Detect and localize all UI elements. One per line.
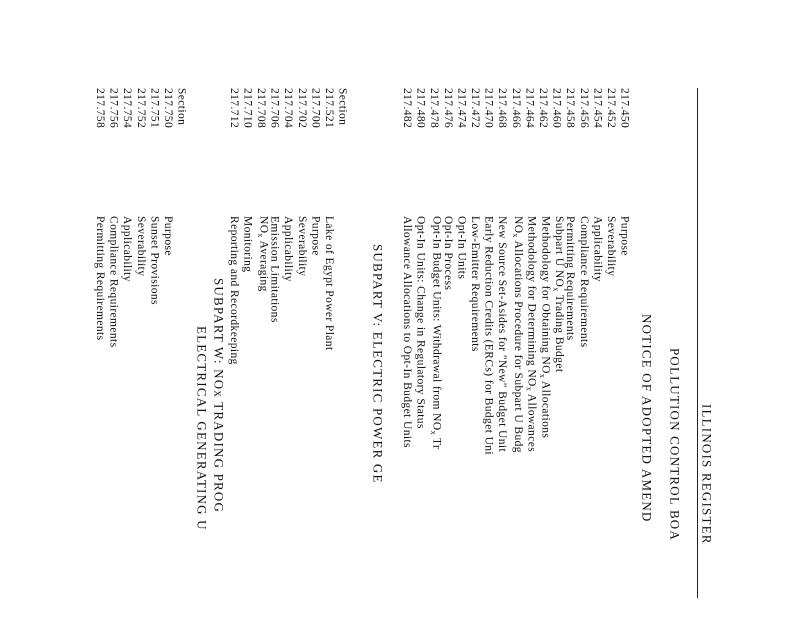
subpart-v-section-number: 217.706 — [268, 88, 281, 129]
subpart-u-section-number: 217.450 — [618, 88, 631, 129]
subpart-u-section-number: 217.470 — [482, 88, 495, 129]
subpart-u-section-title: New Source Set-Asides for "New" Budget Unit — [496, 216, 509, 453]
subpart-w-section-number: 217.754 — [121, 88, 134, 129]
subpart-v-section-title: Monitoring — [241, 216, 254, 273]
subpart-u-section-title: Allowance Allocations to Opt-In Budget Units — [400, 216, 413, 448]
subpart-w-section-number: 217.758 — [93, 88, 106, 129]
subpart-u-section-number: 217.452 — [604, 88, 617, 129]
subpart-u-section-title: Early Reduction Credits (ERCs) for Budget Uni — [482, 216, 495, 456]
subpart-v-section-number: 217.702 — [295, 88, 308, 129]
subpart-w-section-number: 217.750 — [161, 88, 174, 129]
subpart-u-section-title: Opt-In Budget Units: Withdrawal from $NO_x$ Tr — [429, 216, 443, 450]
subpart-u-section-number: 217.478 — [428, 88, 441, 129]
subpart-v-section-title: Emission Limitations — [268, 216, 281, 323]
subpart-u-section-title: Opt-In Units: Change in Regulatory Status — [414, 216, 427, 429]
subpart-w-section-title: Permitting Requirements — [93, 216, 106, 341]
subpart-v-section-number: 217.708 — [254, 88, 267, 129]
subpart-u-section-title: Permitting Requirements — [564, 216, 577, 341]
subpart-u-section-number: 217.462 — [536, 88, 549, 129]
subpart-u-section-number: 217.454 — [591, 88, 604, 129]
subpart-v-section-title: Reporting and Recordkeeping — [227, 216, 240, 365]
subpart-v-section-title: Severability — [295, 216, 308, 277]
subpart-w-section-title: Applicability — [121, 216, 134, 282]
section-label: Section — [175, 88, 188, 126]
subpart-u-section-title: Methodology for Obtaining $NO_x$ Allocations — [537, 216, 552, 439]
subpart-u-section-number: 217.480 — [414, 88, 427, 129]
subpart-u-section-number: 217.458 — [564, 88, 577, 129]
subpart-u-section-number: 217.482 — [400, 88, 413, 129]
subpart-w-section-title: Purpose — [161, 216, 174, 256]
subpart-u-section-number: 217.468 — [496, 88, 509, 129]
register-title: ILLINOIS REGISTER — [699, 404, 715, 545]
subpart-w-section-title: Severability — [134, 216, 147, 277]
subpart-w-section-title: Compliance Requirements — [107, 216, 120, 348]
subpart-u-section-title: Low-Emitter Requirements — [468, 216, 481, 352]
subpart-u-section-number: 217.466 — [509, 88, 522, 129]
section-label: Section — [336, 88, 349, 126]
subpart-u-section-title: Applicability — [591, 216, 604, 282]
subpart-w-section-number: 217.756 — [107, 88, 120, 129]
subpart-w-section-number: 217.751 — [148, 88, 161, 129]
subpart-w-heading-line1: SUBPART W: NOx TRADING PROG — [211, 278, 227, 514]
subpart-u-section-number: 217.472 — [468, 88, 481, 129]
subpart-v-section-number: 217.521 — [322, 88, 335, 129]
subpart-v-section-number: 217.700 — [309, 88, 322, 129]
notice-title: NOTICE OF ADOPTED AMEND — [639, 314, 655, 523]
subpart-u-section-number: 217.464 — [523, 88, 536, 129]
subpart-u-section-title: $NO_x$ Allocations Procedure for Subpart U Budg — [510, 216, 525, 453]
subpart-u-section-number: 217.460 — [550, 88, 563, 129]
header-rule — [697, 88, 698, 598]
subpart-v-section-number: 217.704 — [282, 88, 295, 129]
subpart-v-section-number: 217.710 — [241, 88, 254, 129]
subpart-u-section-title: Purpose — [618, 216, 631, 256]
subpart-u-section-title: Compliance Requirements — [577, 216, 590, 348]
subpart-u-section-title: Severability — [604, 216, 617, 277]
subpart-v-section-title: $NO_x$ Averaging — [255, 216, 270, 292]
subpart-u-section-title: Opt-In Units — [455, 216, 468, 280]
subpart-u-section-title: Subpart U $NO_x$ Trading Budget — [551, 216, 565, 373]
board-title: POLLUTION CONTROL BOA — [667, 348, 683, 541]
subpart-v-section-title: Lake of Egypt Power Plant — [322, 216, 335, 351]
subpart-v-section-title: Applicability — [282, 216, 295, 282]
subpart-w-heading-line2: ELECTRICAL GENERATING U — [194, 326, 210, 531]
subpart-w-section-number: 217.752 — [134, 88, 147, 129]
subpart-v-section-number: 217.712 — [227, 88, 240, 129]
subpart-u-section-number: 217.474 — [455, 88, 468, 129]
subpart-v-heading: SUBPART V: ELECTRIC POWER GE — [370, 244, 386, 484]
subpart-u-section-title: Opt-In Process — [441, 216, 454, 291]
subpart-u-section-number: 217.476 — [441, 88, 454, 129]
subpart-u-section-title: Methodology for Determining $NO_x$ Allowances — [524, 216, 538, 453]
subpart-w-section-title: Sunset Provisions — [148, 216, 161, 305]
subpart-u-section-number: 217.456 — [577, 88, 590, 129]
subpart-v-section-title: Purpose — [309, 216, 322, 256]
